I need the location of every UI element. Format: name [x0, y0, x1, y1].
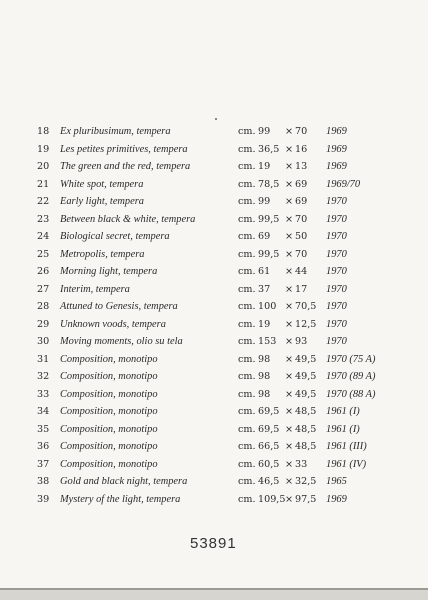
item-number: 24 [37, 231, 50, 242]
dimension-width: 19 [258, 318, 271, 330]
dimension-width: 37 [258, 283, 271, 295]
dimension-width: 69,5 [258, 406, 280, 417]
print-speck [215, 118, 217, 120]
dimension-height: 32,5 [295, 476, 317, 487]
item-number: 20 [37, 161, 50, 172]
item-number: 22 [37, 196, 50, 207]
dimension-height: 97,5 [295, 493, 317, 505]
artwork-list [37, 123, 417, 508]
list-item [37, 158, 417, 176]
dimension-width: 60,5 [258, 458, 280, 470]
item-number: 30 [37, 336, 50, 347]
dimension-unit: cm. [238, 406, 256, 417]
item-number: 33 [37, 388, 50, 400]
dimension-unit: cm. [238, 336, 256, 347]
artwork-title: Between black & white, tempera [60, 213, 196, 225]
artwork-title: White spot, tempera [60, 178, 144, 190]
dimension-separator: × [284, 318, 294, 330]
dimension-height: 48,5 [295, 406, 317, 417]
dimension-unit: cm. [238, 318, 256, 330]
dimension-width: 46,5 [258, 476, 280, 487]
list-item [37, 176, 417, 194]
dimension-height: 33 [295, 458, 308, 470]
dimension-height: 50 [295, 231, 308, 242]
list-item [37, 351, 417, 369]
item-number: 25 [37, 248, 50, 260]
dimension-height: 70 [295, 213, 308, 225]
dimension-separator: × [284, 248, 294, 260]
artwork-year: 1970 [326, 336, 347, 347]
dimension-separator: × [284, 441, 294, 452]
artwork-year: 1969 [326, 143, 347, 155]
dimension-unit: cm. [238, 178, 256, 190]
artwork-year: 1970 [326, 283, 347, 295]
artwork-year: 1970 [326, 196, 347, 207]
artwork-title: Attuned to Genesis, tempera [60, 301, 178, 312]
artwork-year: 1970 [326, 301, 347, 312]
artwork-title: Morning light, tempera [60, 266, 158, 277]
artwork-year: 1970 (75 A) [326, 353, 376, 365]
list-item [37, 281, 417, 299]
dimension-separator: × [284, 143, 294, 155]
item-number: 28 [37, 301, 50, 312]
dimension-unit: cm. [238, 476, 256, 487]
artwork-title: Les petites primitives, tempera [60, 143, 188, 155]
artwork-title: Composition, monotipo [60, 458, 158, 470]
artwork-year: 1965 [326, 476, 347, 487]
item-number: 31 [37, 353, 50, 365]
dimension-height: 69 [295, 178, 308, 190]
dimension-height: 70 [295, 248, 308, 260]
dimension-width: 100 [258, 301, 277, 312]
dimension-unit: cm. [238, 423, 256, 435]
artwork-title: Composition, monotipo [60, 423, 158, 435]
artwork-title: Early light, tempera [60, 196, 144, 207]
dimension-separator: × [284, 231, 294, 242]
dimension-unit: cm. [238, 353, 256, 365]
item-number: 36 [37, 441, 50, 452]
dimension-width: 69 [258, 231, 271, 242]
dimension-width: 78,5 [258, 178, 280, 190]
dimension-unit: cm. [238, 213, 256, 225]
dimension-unit: cm. [238, 458, 256, 470]
item-number: 26 [37, 266, 50, 277]
dimension-unit: cm. [238, 126, 256, 137]
dimension-separator: × [284, 336, 294, 347]
list-item [37, 403, 417, 421]
dimension-width: 99 [258, 196, 271, 207]
dimension-height: 48,5 [295, 423, 317, 435]
dimension-height: 48,5 [295, 441, 317, 452]
list-item [37, 333, 417, 351]
artwork-year: 1969 [326, 493, 347, 505]
dimension-unit: cm. [238, 231, 256, 242]
artwork-title: Composition, monotipo [60, 441, 158, 452]
dimension-separator: × [284, 126, 294, 137]
item-number: 38 [37, 476, 50, 487]
handwritten-inventory-number: 53891 [190, 535, 237, 552]
artwork-year: 1970 [326, 248, 347, 260]
dimension-width: 109,5 [258, 493, 286, 505]
dimension-separator: × [284, 458, 294, 470]
list-item [37, 123, 417, 141]
dimension-unit: cm. [238, 196, 256, 207]
list-item [37, 298, 417, 316]
artwork-title: Ex pluribusimum, tempera [60, 126, 171, 137]
dimension-height: 49,5 [295, 353, 317, 365]
item-number: 27 [37, 283, 50, 295]
artwork-title: Unknown voods, tempera [60, 318, 166, 330]
dimension-width: 99,5 [258, 248, 280, 260]
dimension-height: 69 [295, 196, 308, 207]
list-item [37, 456, 417, 474]
dimension-height: 12,5 [295, 318, 317, 330]
artwork-year: 1961 (IV) [326, 458, 367, 470]
list-item [37, 193, 417, 211]
artwork-year: 1969 [326, 161, 347, 172]
dimension-separator: × [284, 371, 294, 382]
dimension-height: 16 [295, 143, 308, 155]
artwork-year: 1970 [326, 231, 347, 242]
artwork-year: 1969/70 [326, 178, 361, 190]
list-item [37, 228, 417, 246]
list-item [37, 211, 417, 229]
artwork-title: Composition, monotipo [60, 371, 158, 382]
item-number: 19 [37, 143, 50, 155]
artwork-year: 1961 (III) [326, 441, 367, 452]
item-number: 37 [37, 458, 50, 470]
dimension-width: 36,5 [258, 143, 280, 155]
dimension-separator: × [284, 353, 294, 365]
dimension-height: 70 [295, 126, 308, 137]
list-item [37, 386, 417, 404]
dimension-unit: cm. [238, 441, 256, 452]
artwork-year: 1961 (I) [326, 423, 360, 435]
dimension-height: 70,5 [295, 301, 317, 312]
dimension-separator: × [284, 388, 294, 400]
dimension-unit: cm. [238, 388, 256, 400]
dimension-height: 44 [295, 266, 308, 277]
artwork-title: Metropolis, tempera [60, 248, 145, 260]
dimension-unit: cm. [238, 371, 256, 382]
artwork-year: 1970 (88 A) [326, 388, 376, 400]
item-number: 29 [37, 318, 50, 330]
dimension-width: 66,5 [258, 441, 280, 452]
item-number: 35 [37, 423, 50, 435]
dimension-unit: cm. [238, 266, 256, 277]
dimension-width: 19 [258, 161, 271, 172]
dimension-height: 49,5 [295, 371, 317, 382]
dimension-separator: × [284, 423, 294, 435]
artwork-title: Composition, monotipo [60, 388, 158, 400]
dimension-unit: cm. [238, 248, 256, 260]
dimension-unit: cm. [238, 493, 256, 505]
artwork-title: Interim, tempera [60, 283, 130, 295]
artwork-year: 1969 [326, 126, 347, 137]
dimension-unit: cm. [238, 161, 256, 172]
dimension-height: 13 [295, 161, 308, 172]
dimension-separator: × [284, 266, 294, 277]
dimension-separator: × [284, 213, 294, 225]
item-number: 23 [37, 213, 50, 225]
list-item [37, 246, 417, 264]
item-number: 18 [37, 126, 50, 137]
page-bottom-edge [0, 588, 428, 600]
dimension-width: 98 [258, 371, 271, 382]
dimension-unit: cm. [238, 143, 256, 155]
dimension-separator: × [284, 178, 294, 190]
dimension-separator: × [284, 283, 294, 295]
list-item [37, 263, 417, 281]
dimension-unit: cm. [238, 283, 256, 295]
artwork-year: 1970 [326, 318, 347, 330]
item-number: 34 [37, 406, 50, 417]
artwork-title: Moving moments, olio su tela [60, 336, 183, 347]
dimension-height: 49,5 [295, 388, 317, 400]
artwork-title: Gold and black night, tempera [60, 476, 188, 487]
dimension-width: 61 [258, 266, 271, 277]
artwork-year: 1970 [326, 266, 347, 277]
list-item [37, 473, 417, 491]
list-item [37, 438, 417, 456]
dimension-width: 99 [258, 126, 271, 137]
dimension-height: 93 [295, 336, 308, 347]
artwork-year: 1961 (I) [326, 406, 360, 417]
artwork-title: The green and the red, tempera [60, 161, 191, 172]
dimension-separator: × [284, 301, 294, 312]
artwork-title: Composition, monotipo [60, 353, 158, 365]
dimension-height: 17 [295, 283, 308, 295]
dimension-separator: × [284, 493, 294, 505]
dimension-separator: × [284, 406, 294, 417]
artwork-title: Biological secret, tempera [60, 231, 170, 242]
dimension-width: 98 [258, 353, 271, 365]
dimension-width: 98 [258, 388, 271, 400]
item-number: 32 [37, 371, 50, 382]
list-item [37, 316, 417, 334]
list-item [37, 141, 417, 159]
item-number: 39 [37, 493, 50, 505]
list-item [37, 368, 417, 386]
dimension-separator: × [284, 476, 294, 487]
list-item [37, 421, 417, 439]
artwork-year: 1970 [326, 213, 347, 225]
list-item [37, 491, 417, 509]
dimension-separator: × [284, 196, 294, 207]
item-number: 21 [37, 178, 50, 190]
dimension-width: 153 [258, 336, 277, 347]
artwork-title: Mystery of the light, tempera [60, 493, 181, 505]
dimension-width: 99,5 [258, 213, 280, 225]
dimension-separator: × [284, 161, 294, 172]
dimension-width: 69,5 [258, 423, 280, 435]
artwork-title: Composition, monotipo [60, 406, 158, 417]
artwork-year: 1970 (89 A) [326, 371, 376, 382]
dimension-unit: cm. [238, 301, 256, 312]
